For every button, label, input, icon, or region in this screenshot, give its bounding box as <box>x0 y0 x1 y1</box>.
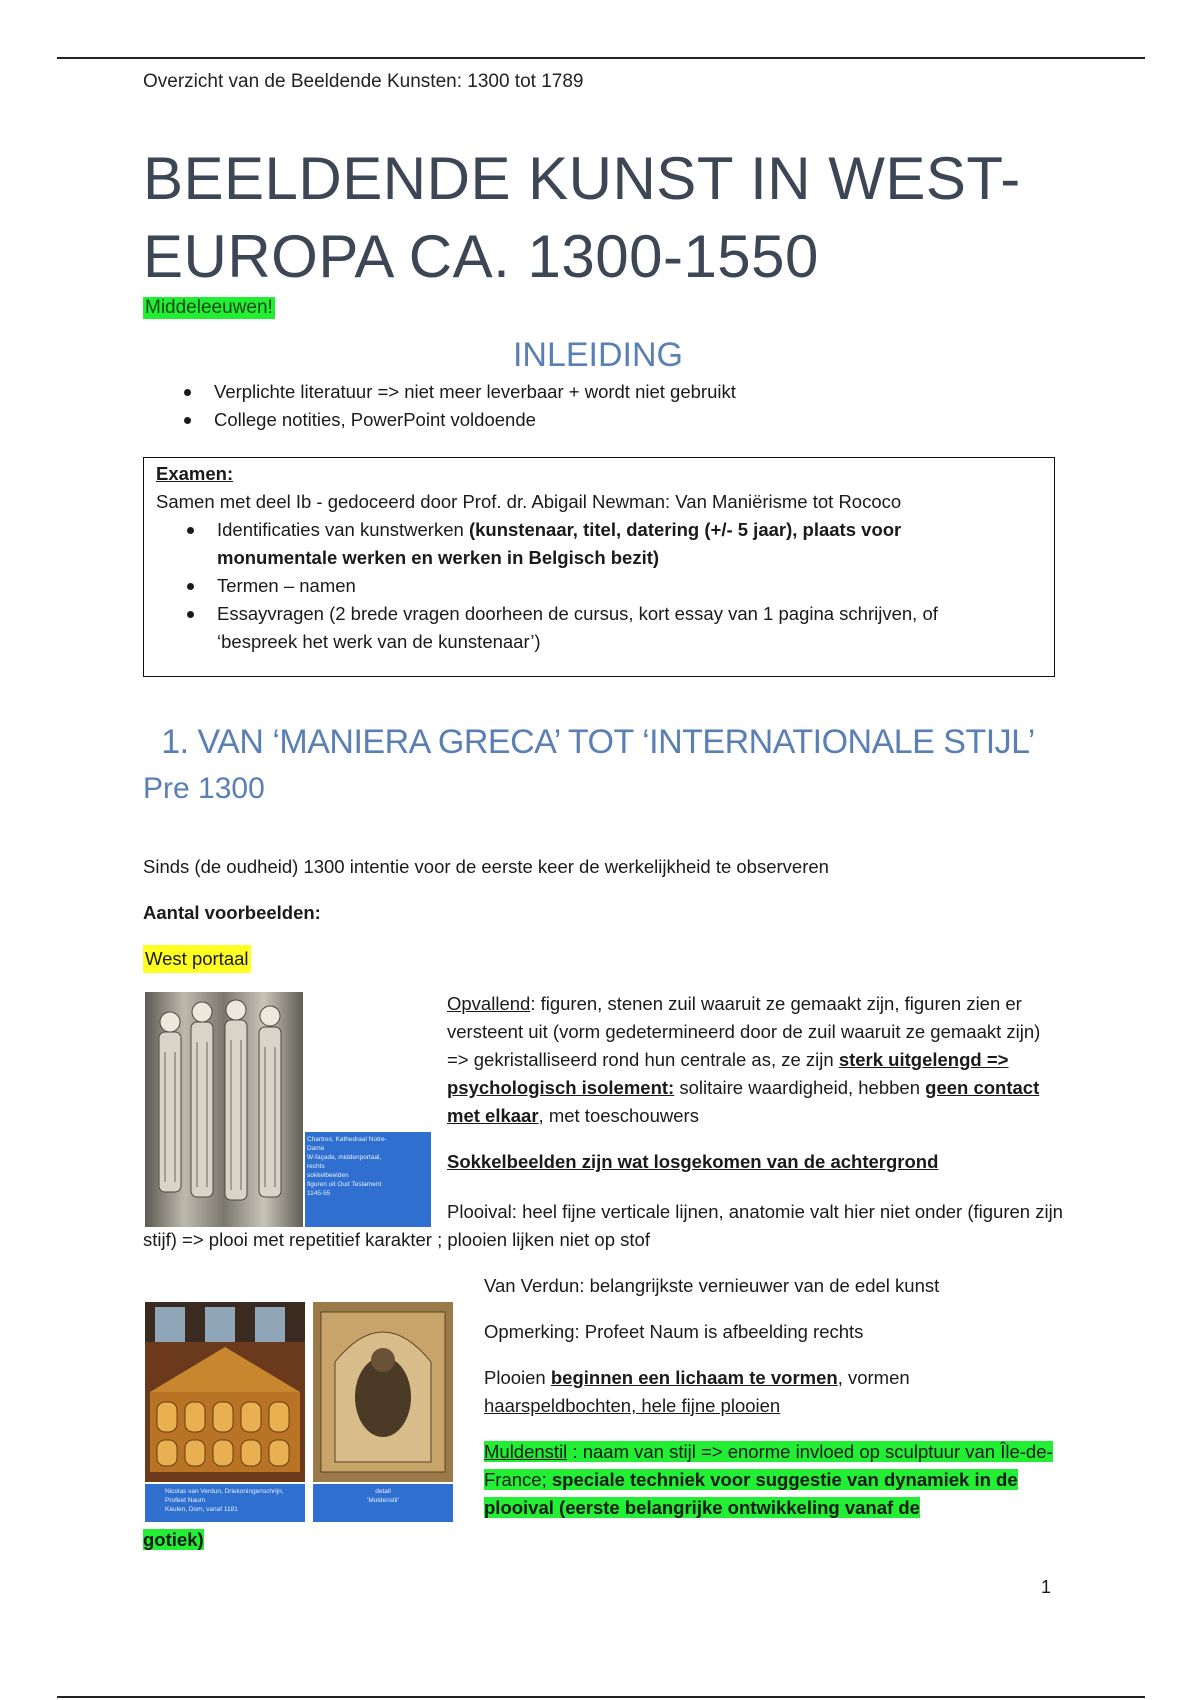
text-block-opvallend <box>447 990 1067 1176</box>
caption-line: detail <box>375 1488 391 1495</box>
paragraph-muldenstil <box>484 1438 1064 1522</box>
caption-line: Nicolas van Verdun, Driekoningenschrijn, <box>165 1488 284 1495</box>
caption-line: Chartres, Kathedraal Notre- <box>307 1136 387 1143</box>
label-west-portaal: West portaal <box>143 945 251 973</box>
emphasis-run: beginnen een lichaam te vormen <box>550 1367 838 1388</box>
exam-item-bold: (kunstenaar, titel, datering (+/- 5 jaar), plaats voor monumentale werken en werken in Belgisch bezit) <box>217 519 902 568</box>
paragraph-opmerking: Opmerking: Profeet Naum is afbeelding rechts <box>484 1321 864 1342</box>
emphasis-run: Sokkelbeelden zijn wat losgekomen van de achtergrond <box>447 1151 939 1172</box>
section-heading: 1. VAN ‘MANIERA GRECA’ TOT ‘INTERNATIONALE STIJL’ <box>161 723 1035 761</box>
page-number: 1 <box>1041 1577 1052 1597</box>
paragraph-plooien <box>484 1364 1064 1420</box>
document-title <box>143 140 1103 296</box>
paragraph-sinds: Sinds (de oudheid) 1300 intentie voor de eerste keer de werkelijkheid te observeren <box>143 856 829 877</box>
list-item: College notities, PowerPoint voldoende <box>180 406 1080 434</box>
text-run: : figuren, stenen zuil waaruit ze gemaakt zijn, figuren zien er versteent uit (vorm gedetermineerd door de zuil waaruit ze gemaakt zijn) => gekristalliseerd rond hun centrale as, ze zijn <box>447 993 1041 1070</box>
caption-line: rechts <box>307 1163 325 1170</box>
text-run: Plooien <box>484 1367 551 1388</box>
underlined-run: haarspeldbochten, hele fijne plooien <box>484 1395 781 1416</box>
figure-caption-left <box>165 1487 305 1514</box>
exam-item-text: Identificaties van kunstwerken <box>217 519 469 540</box>
paragraph-aantal: Aantal voorbeelden: <box>143 902 321 923</box>
paragraph-gotiek <box>143 1526 204 1554</box>
caption-line: 'Muldenstil' <box>367 1497 399 1504</box>
intro-list <box>180 378 1080 434</box>
title-line-1: BEELDENDE KUNST IN WEST- <box>143 145 1021 212</box>
paragraph-sokkel <box>447 1148 1067 1176</box>
title-line-2: EUROPA CA. 1300-1550 <box>143 223 819 290</box>
emphasis-run: sterk uitgelengd => psychologisch isolement: <box>447 1049 1009 1098</box>
caption-line: 1145-55 <box>307 1190 331 1197</box>
caption-line: Keulen, Dom, vanaf 1181 <box>165 1506 238 1513</box>
list-item: Termen – namen <box>183 572 983 600</box>
exam-box <box>143 457 1055 677</box>
list-item: Verplichte literatuur => niet meer leverbaar + wordt niet gebruikt <box>180 378 1080 406</box>
text-run: , vormen <box>837 1367 910 1388</box>
section-subheading: Pre 1300 <box>143 772 265 805</box>
figure-chartres <box>145 992 431 1227</box>
text-run: solitaire waardigheid, hebben <box>674 1077 926 1098</box>
text-run: : naam van stijl => enorme invloed op sculptuur van Île-de-France; <box>484 1441 1053 1490</box>
caption-line: Profeet Naum <box>165 1497 206 1504</box>
bottom-rule <box>57 1696 1145 1698</box>
list-item: Essayvragen (2 brede vragen doorheen de cursus, kort essay van 1 pagina schrijven, of ‘bespreek het werk van de kunstenaar’) <box>183 600 983 656</box>
exam-subtitle: Samen met deel Ib - gedoceerd door Prof. dr. Abigail Newman: Van Maniërisme tot Rococo <box>156 491 902 512</box>
text-block-verdun <box>484 1272 1064 1522</box>
caption-line: figuren uit Oud Testament <box>307 1181 382 1188</box>
era-tag: Middeleeuwen! <box>145 297 273 318</box>
emphasis-run: gotiek) <box>143 1529 204 1550</box>
intro-heading: INLEIDING <box>512 336 684 374</box>
label-muldenstil: Muldenstil <box>484 1441 568 1462</box>
text-run: , met toeschouwers <box>538 1105 699 1126</box>
top-rule <box>57 57 1145 59</box>
emphasis-run: geen contact met elkaar <box>447 1077 1040 1126</box>
label-opvallend: Opvallend <box>447 993 531 1014</box>
running-header: Overzicht van de Beeldende Kunsten: 1300 tot 1789 <box>143 71 584 92</box>
paragraph-verdun: Van Verdun: belangrijkste vernieuwer van de edel kunst <box>484 1275 940 1296</box>
exam-list <box>183 516 983 656</box>
caption-line: sokkelbeelden <box>307 1172 349 1179</box>
paragraph-opvallend <box>447 990 1067 1130</box>
paragraph-plooival: Plooival: heel fijne verticale lijnen, anatomie valt hier niet onder (figuren zijn stijf) => plooi met repetitief karakter ; plooien lijken niet op stof <box>143 1201 1063 1250</box>
caption-line: Dame <box>307 1145 325 1152</box>
figure-caption <box>307 1135 429 1198</box>
caption-line: W-façade, middenportaal, <box>307 1154 382 1161</box>
list-item <box>183 516 983 572</box>
emphasis-run: speciale techniek voor suggestie van dynamiek in de plooival (eerste belangrijke ontwikkeling vanaf de <box>484 1469 1018 1518</box>
figure-caption-right <box>313 1487 453 1505</box>
figure-verdun <box>145 1302 453 1522</box>
exam-title: Examen: <box>156 463 234 484</box>
